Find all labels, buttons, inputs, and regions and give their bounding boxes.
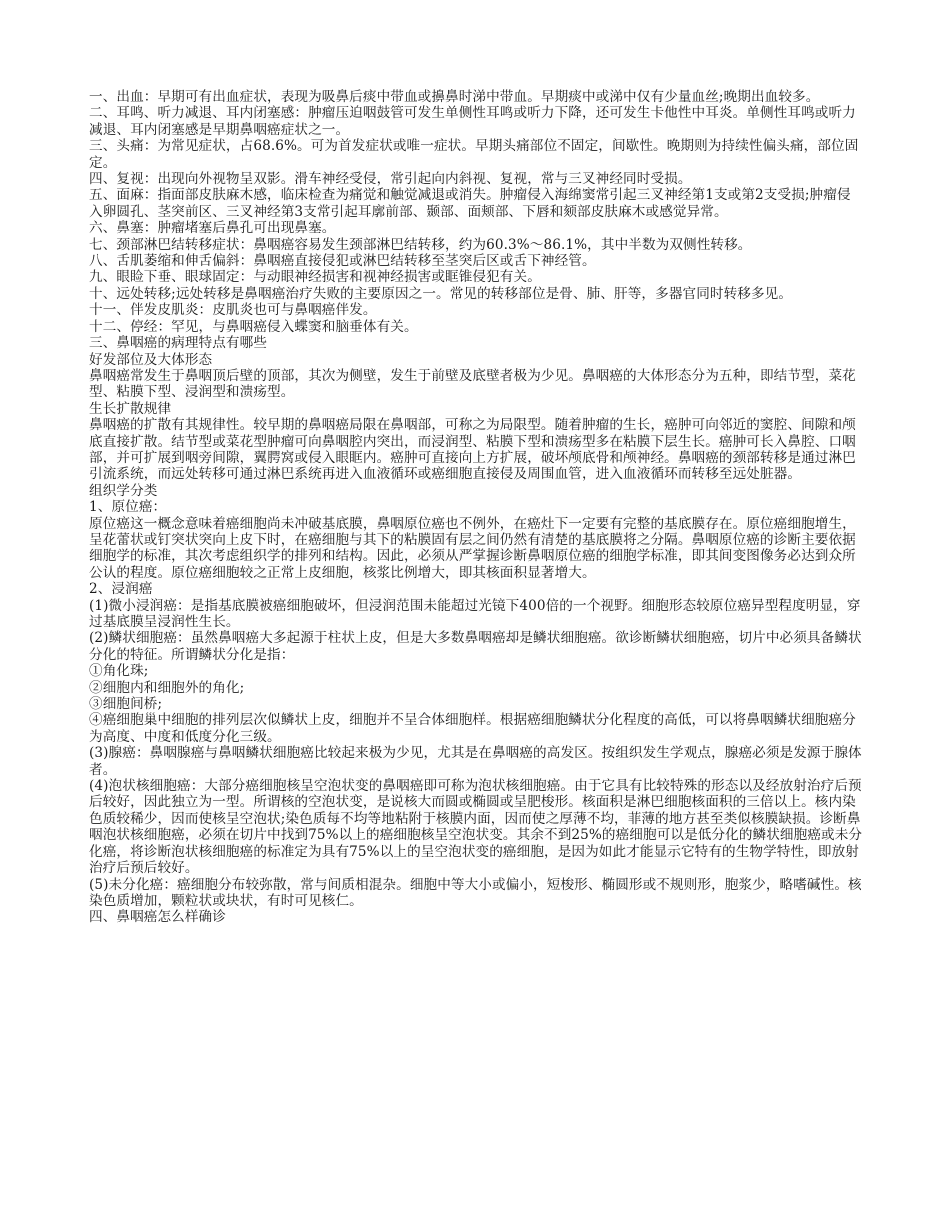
document-body bbox=[89, 89, 864, 926]
list-item-cell-arrangement: ④癌细胞巢中细胞的排列层次似鳞状上皮，细胞并不呈合体细胞样。根据癌细胞鳞状分化程度的高低，可以将鼻咽鳞状细胞癌分为高度、中度和低度分化三级。 bbox=[89, 712, 856, 745]
paragraph-bleeding: 一、出血：早期可有出血症状，表现为吸鼻后痰中带血或擤鼻时涕中带血。早期痰中或涕中仅有少量血丝;晚期出血较多。 bbox=[89, 89, 820, 105]
subheading-sites: 好发部位及大体形态 bbox=[89, 351, 213, 368]
paragraph-tongue-atrophy: 八、舌肌萎缩和伸舌偏斜：鼻咽癌直接侵犯或淋巴结转移至茎突后区或舌下神经管。 bbox=[89, 253, 596, 270]
item-heading-carcinoma-in-situ: 1、原位癌： bbox=[89, 499, 167, 516]
paragraph-distant-metastasis: 十、远处转移;远处转移是鼻咽癌治疗失败的主要原因之一。常见的转移部位是骨、肺、肝等，多器官同时转移多见。 bbox=[89, 285, 793, 302]
section-heading-diagnosis: 四、鼻咽癌怎么样确诊 bbox=[89, 909, 226, 926]
subheading-histology: 组织学分类 bbox=[89, 482, 158, 499]
paragraph-ptosis: 九、眼睑下垂、眼球固定：与动眼神经损害和视神经损害或眶锥侵犯有关。 bbox=[89, 269, 541, 286]
list-item-intercellular-bridges: ③细胞间桥; bbox=[89, 696, 163, 713]
list-item-keratinization: ②细胞内和细胞外的角化; bbox=[89, 679, 245, 696]
list-item-keratin-pearls: ①角化珠; bbox=[89, 663, 149, 680]
paragraph-sites: 鼻咽癌常发生于鼻咽顶后壁的顶部，其次为侧壁，发生于前壁及底壁者极为少见。鼻咽癌的大体形态分为五种，即结节型，菜花型、粘膜下型、浸润型和溃疡型。 bbox=[89, 367, 856, 401]
paragraph-adenocarcinoma: (3)腺癌：鼻咽腺癌与鼻咽鳞状细胞癌比较起来极为少见，尤其是在鼻咽癌的高发区。按组织发生学观点，腺癌必须是发源于腺体者。 bbox=[89, 745, 862, 778]
paragraph-headache: 三、头痛：为常见症状，占68.6%。可为首发症状或唯一症状。早期头痛部位不固定，间歇性。晚期则为持续性偏头痛，部位固定。 bbox=[89, 138, 859, 171]
paragraph-dermatomyositis: 十一、伴发皮肌炎：皮肌炎也可与鼻咽癌伴发。 bbox=[89, 302, 377, 319]
paragraph-amenorrhea: 十二、停经：罕见，与鼻咽癌侵入蝶窦和脑垂体有关。 bbox=[89, 318, 418, 335]
item-heading-invasive-carcinoma: 2、浸润癌 bbox=[89, 581, 153, 598]
paragraph-carcinoma-in-situ: 原位癌这一概念意味着癌细胞尚未冲破基底膜，鼻咽原位癌也不例外，在癌灶下一定要有完整的基底膜存在。原位癌细胞增生，呈花蕾状或钉突状突向上皮下时，在癌细胞与其下的粘膜固有层之间仍然有清楚的基底膜将之分隔。鼻咽原位癌的诊断主要依据细胞学的标准，其次考虑组织学的排列和结构。因此，必须从严掌握诊断鼻咽原位癌的细胞学标准，即其间变图像务必达到众所公认的程度。原位癌细胞较之正常上皮细胞，核浆比例增大，即其核面积显著增大。 bbox=[89, 515, 856, 581]
paragraph-facial-numbness: 五、面麻：指面部皮肤麻木感，临床检查为痛觉和触觉减退或消失。肿瘤侵入海绵窦常引起三叉神经第1支或第2支受损;肿瘤侵入卵圆孔、茎突前区、三叉神经第3支常引起耳廓前部、颞部、面颊部、下唇和颏部皮肤麻木或感觉异常。 bbox=[89, 187, 851, 220]
subheading-spread: 生长扩散规律 bbox=[89, 400, 172, 417]
paragraph-spread: 鼻咽癌的扩散有其规律性。较早期的鼻咽癌局限在鼻咽部，可称之为局限型。随着肿瘤的生长，癌肿可向邻近的窦腔、间隙和颅底直接扩散。结节型或菜花型肿瘤可向鼻咽腔内突出，而浸润型、粘膜下型和溃疡型多在粘膜下层生长。癌肿可长入鼻腔、口咽部，并可扩展到咽旁间隙，翼腭窝或侵入眼眶内。癌肿可直接向上方扩展，破坏颅底骨和颅神经。鼻咽癌的颈部转移是通过淋巴引流系统，而远处转移可通过淋巴系统再进入血液循环或癌细胞直接侵及周围血管，进入血液循环而转移至远处脏器。 bbox=[89, 417, 856, 483]
paragraph-diplopia: 四、复视：出现向外视物呈双影。滑车神经受侵，常引起向内斜视、复视，常与三叉神经同时受损。 bbox=[89, 171, 692, 188]
paragraph-vesicular-nucleus: (4)泡状核细胞癌：大部分癌细胞核呈空泡状变的鼻咽癌即可称为泡状核细胞癌。由于它具有比较特殊的形态以及经放射治疗后预后较好，因此独立为一型。所谓核的空泡状变，是说核大而圆或椭圆或呈肥梭形。核面积是淋巴细胞核面积的三倍以上。核内染色质较稀少，因而使核呈空泡状;染色质每不均等地粘附于核膜内面，因而使之厚薄不均，菲薄的地方甚至类似核膜缺损。诊断鼻咽泡状核细胞癌，必须在切片中找到75%以上的癌细胞核呈空泡状变。其余不到25%的癌细胞可以是低分化的鳞状细胞癌或未分化癌，将诊断泡状核细胞癌的标准定为具有75%以上的呈空泡状变的癌细胞，是因为如此才能显示它特有的生物学特性，即放射治疗后预后较好。 bbox=[89, 778, 863, 877]
paragraph-undifferentiated: (5)未分化癌：癌细胞分布较弥散，常与间质相混杂。细胞中等大小或偏小，短梭形、椭圆形或不规则形，胞浆少，略嗜碱性。核染色质增加，颗粒状或块状，有时可见核仁。 bbox=[89, 876, 862, 909]
paragraph-tinnitus: 二、耳鸣、听力减退、耳内闭塞感：肿瘤压迫咽鼓管可发生单侧性耳鸣或听力下降，还可发生卡他性中耳炎。单侧性耳鸣或听力减退、耳内闭塞感是早期鼻咽癌症状之一。 bbox=[89, 105, 856, 138]
paragraph-squamous: (2)鳞状细胞癌：虽然鼻咽癌大多起源于柱状上皮，但是大多数鼻咽癌却是鳞状细胞癌。欲诊断鳞状细胞癌，切片中必须具备鳞状分化的特征。所谓鳞状分化是指： bbox=[89, 630, 862, 663]
paragraph-lymph-node-metastasis: 七、颈部淋巴结转移症状：鼻咽癌容易发生颈部淋巴结转移，约为60.3%～86.1%，其中半数为双侧性转移。 bbox=[89, 236, 752, 253]
paragraph-nasal-obstruction: 六、鼻塞：肿瘤堵塞后鼻孔可出现鼻塞。 bbox=[89, 220, 336, 237]
section-heading-pathology: 三、鼻咽癌的病理特点有哪些 bbox=[89, 335, 268, 352]
paragraph-microinvasive: (1)微小浸润癌：是指基底膜被癌细胞破坏，但浸润范围未能超过光镜下400倍的一个视野。细胞形态较原位癌异型程度明显，穿过基底膜呈浸润性生长。 bbox=[89, 597, 861, 630]
